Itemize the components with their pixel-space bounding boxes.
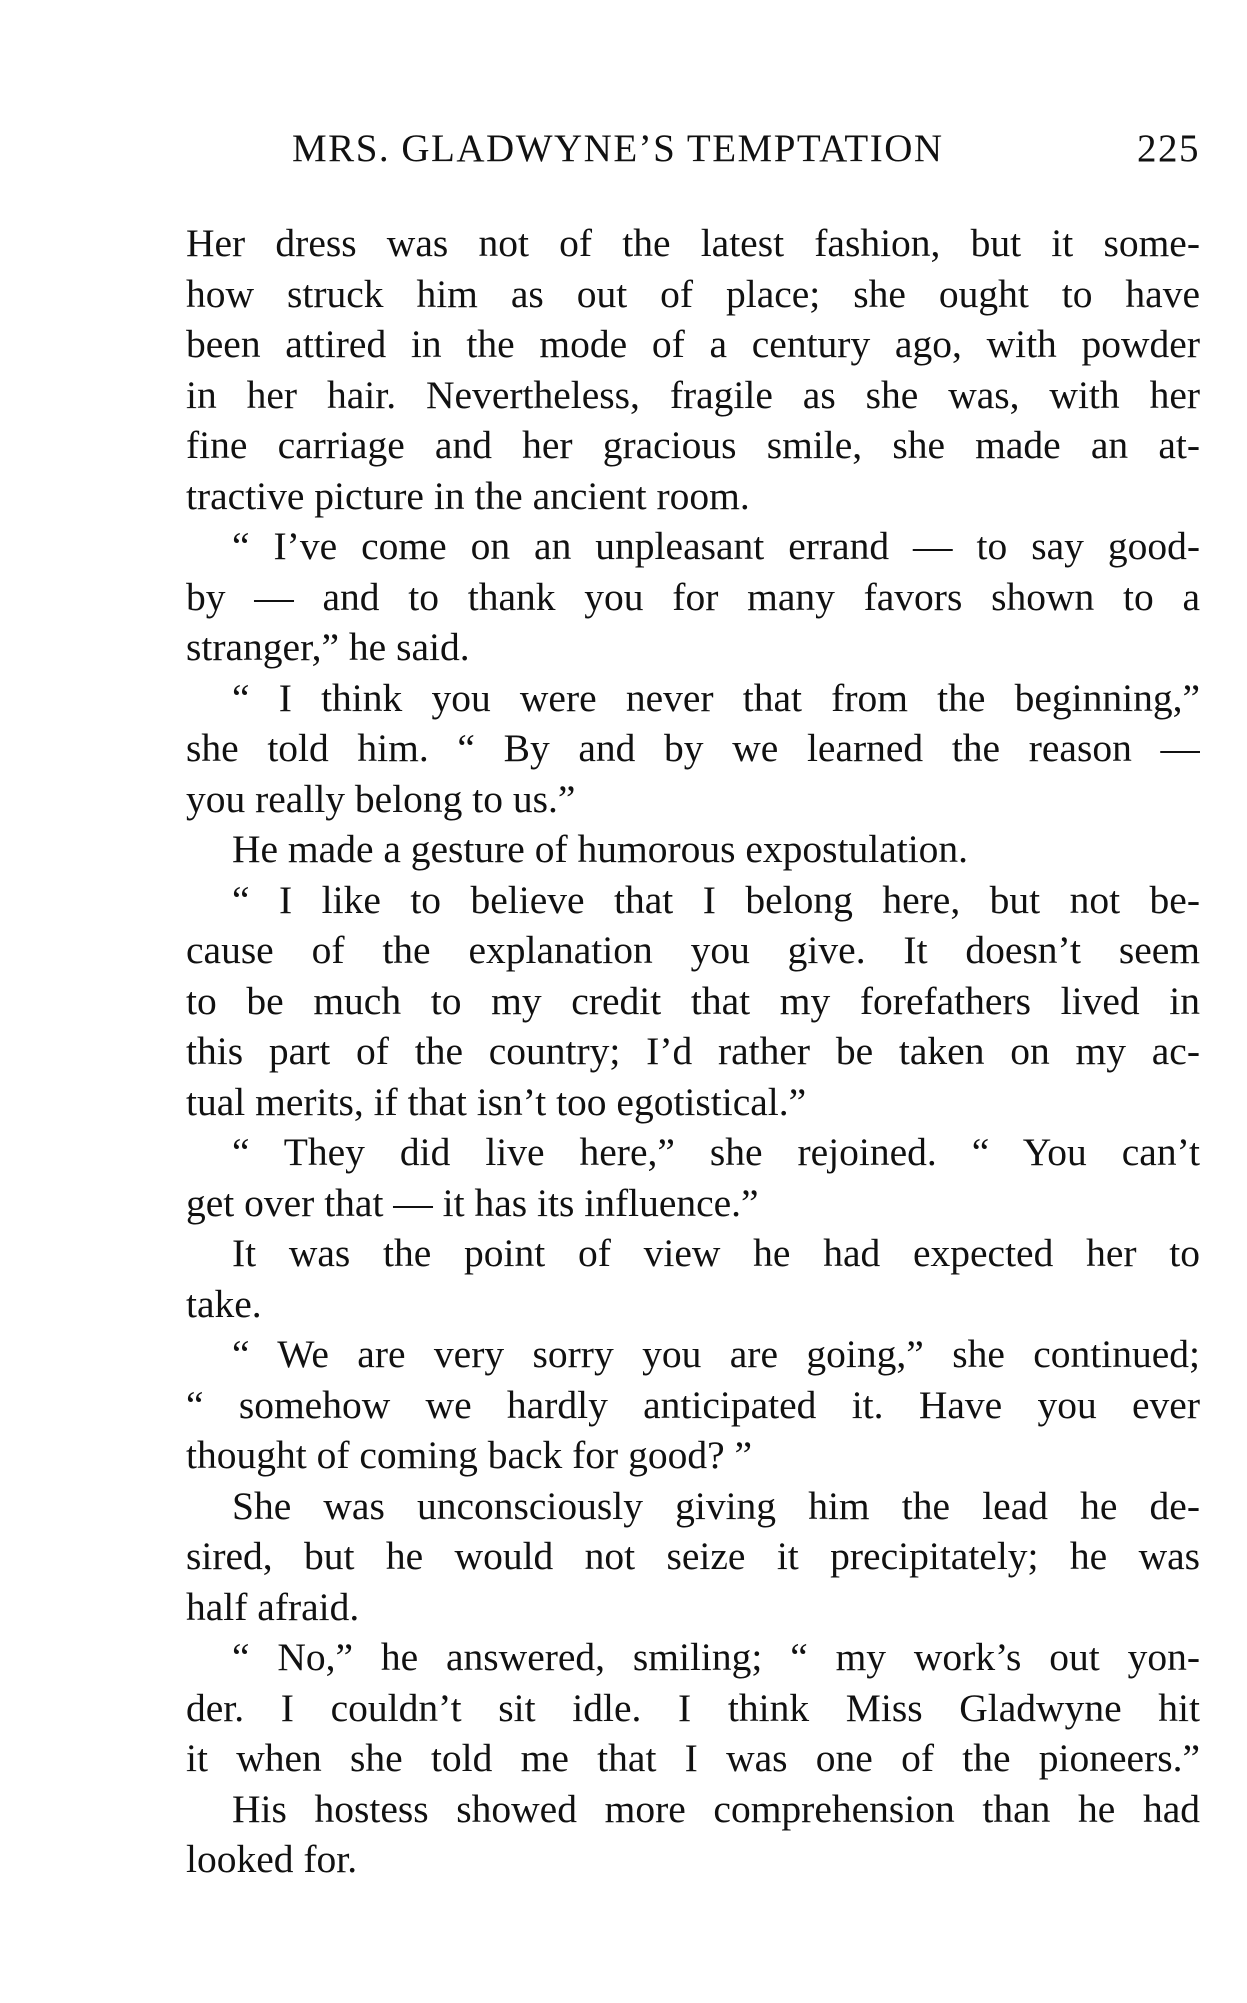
text-line: tractive picture in the ancient room. <box>186 473 750 518</box>
text-line: take. <box>186 1281 262 1326</box>
text-line: looked for. <box>186 1837 358 1881</box>
text-line: how struck him as out of place; she ought to have <box>186 271 1200 316</box>
text-line: “ I’ve come on an unpleasant errand — to say good- <box>232 524 1200 568</box>
text-line: fine carriage and her gracious smile, she made an at- <box>186 423 1200 467</box>
text-line: It was the point of view he had expected her to <box>232 1231 1200 1275</box>
text-line: der. I couldn’t sit idle. I think Miss Gladwyne hit <box>186 1685 1200 1730</box>
text-line: to be much to my credit that my forefathers lived in <box>186 978 1200 1023</box>
body-text <box>186 218 1200 1885</box>
text-line: by — and to thank you for many favors shown to a <box>186 574 1200 619</box>
text-line: “ We are very sorry you are going,” she continued; <box>232 1332 1200 1376</box>
text-line: get over that — it has its influence.” <box>186 1180 759 1225</box>
text-line: cause of the explanation you give. It doesn’t seem <box>186 928 1200 972</box>
text-line: in her hair. Nevertheless, fragile as she was, with her <box>186 372 1200 417</box>
text-line: “ I think you were never that from the beginning,” <box>232 675 1200 720</box>
text-line: stranger,” he said. <box>186 625 470 669</box>
text-line: half afraid. <box>186 1584 360 1629</box>
text-line: “ No,” he answered, smiling; “ my work’s out yon- <box>232 1635 1200 1679</box>
text-line: “ I like to believe that I belong here, but not be- <box>232 877 1200 922</box>
page-number: 225 <box>1137 127 1200 170</box>
text-line: thought of coming back for good? ” <box>186 1433 753 1477</box>
text-line: Her dress was not of the latest fashion, but it some- <box>186 221 1200 265</box>
text-line: tual merits, if that isn’t too egotistical.” <box>186 1079 807 1124</box>
text-line: you really belong to us.” <box>186 776 576 821</box>
text-line: been attired in the mode of a century ago, with powder <box>186 322 1200 366</box>
text-line: it when she told me that I was one of the pioneers.” <box>186 1736 1200 1780</box>
text-line: She was unconsciously giving him the lead he de- <box>232 1483 1200 1528</box>
text-line: sired, but he would not seize it precipitately; he was <box>186 1534 1200 1578</box>
running-head <box>292 126 1200 182</box>
text-line: “ somehow we hardly anticipated it. Have you ever <box>186 1382 1200 1427</box>
text-line: His hostess showed more comprehension than he had <box>232 1786 1200 1831</box>
running-head-title: MRS. GLADWYNE’S TEMPTATION <box>292 127 944 170</box>
text-line: she told him. “ By and by we learned the reason — <box>186 726 1200 770</box>
text-line: “ They did live here,” she rejoined. “ You can’t <box>232 1130 1200 1174</box>
text-line: He made a gesture of humorous expostulation. <box>232 827 969 871</box>
text-line: this part of the country; I’d rather be taken on my ac- <box>186 1029 1200 1073</box>
